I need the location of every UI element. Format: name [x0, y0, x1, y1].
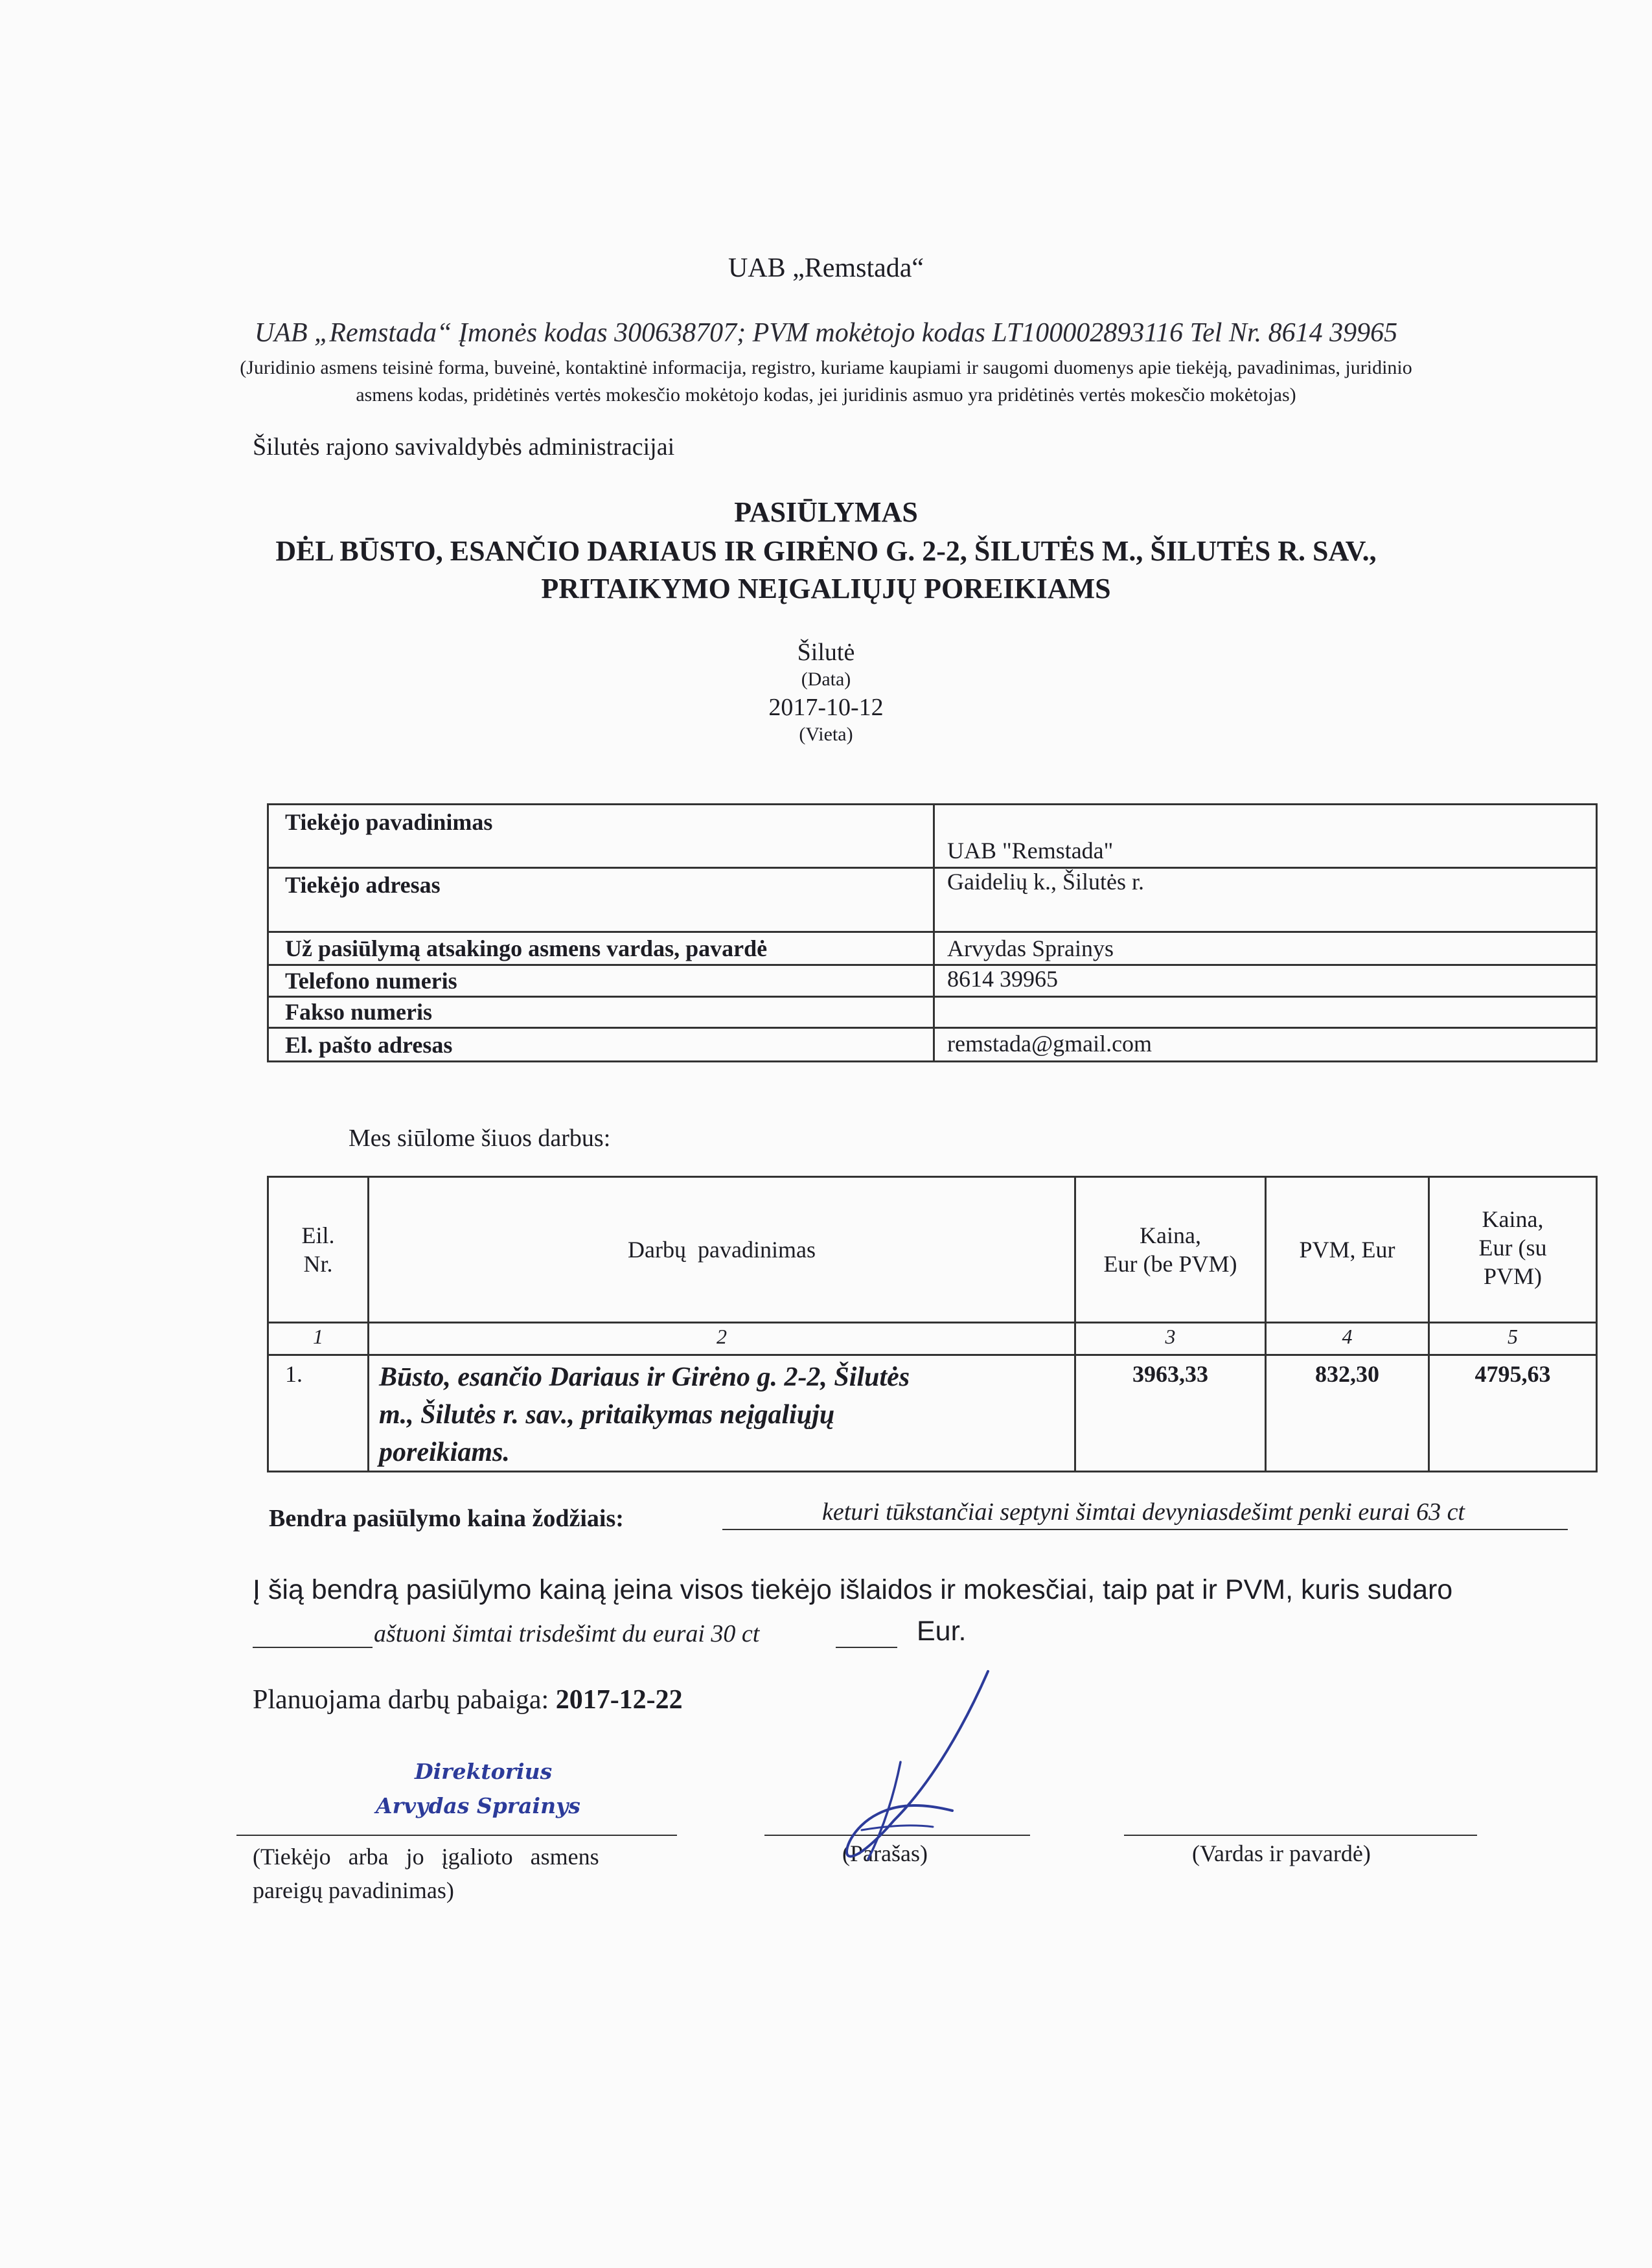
phone-value: 8614 39965	[947, 966, 1058, 992]
header-caption-line-1: (Juridinio asmens teisinė forma, buveinė, kontaktinė informacija, registro, kuriame kaupiami ir saugomi duomenys apie tiekėją, pavadinimas, juridinio	[240, 357, 1412, 378]
row-work-name-line-2: m., Šilutės r. sav., pritaikymas neįgaliųjų	[379, 1400, 835, 1430]
row-work-name	[379, 1358, 910, 1471]
works-intro: Mes siūlome šiuos darbus:	[349, 1125, 611, 1152]
col-total-header-line-3: PVM)	[1483, 1263, 1543, 1289]
row-work-name-line-3: poreikiams.	[379, 1438, 510, 1467]
title-line-3: PRITAIKYMO NEĮGALIŲJŲ POREIKIAMS	[541, 573, 1111, 604]
col-nr-header-line-1: Eil.	[301, 1222, 335, 1248]
col-total-header-line-2: Eur (su	[1478, 1235, 1547, 1261]
email-label: El. pašto adresas	[285, 1032, 453, 1058]
date-caption: (Data)	[801, 669, 851, 690]
position-caption	[253, 1840, 667, 1907]
total-words-underline	[722, 1529, 1568, 1530]
col-number-2: 2	[717, 1325, 727, 1348]
name-caption: (Vardas ir pavardė)	[1192, 1840, 1371, 1866]
title-line-2: DĖL BŪSTO, ESANČIO DARIAUS IR GIRĖNO G. 2-2, ŠILUTĖS M., ŠILUTĖS R. SAV.,	[275, 535, 1377, 567]
row-vat: 832,30	[1315, 1361, 1379, 1387]
title-line-1: PASIŪLYMAS	[734, 496, 918, 528]
supplier-address-label: Tiekėjo adresas	[285, 872, 441, 898]
position-caption-line-2: pareigų pavadinimas)	[253, 1877, 454, 1903]
responsible-person-label: Už pasiūlymą atsakingo asmens vardas, pavardė	[285, 935, 768, 961]
vat-amount-words: aštuoni šimtai trisdešimt du eurai 30 ct	[374, 1620, 760, 1647]
supplier-address-value: Gaidelių k., Šilutės r.	[947, 869, 1144, 895]
row-nr: 1.	[285, 1361, 303, 1387]
stamp-name: Arvydas Sprainys	[376, 1793, 580, 1818]
company-name: UAB „Remstada“	[728, 253, 924, 283]
row-work-name-line-1: Būsto, esančio Dariaus ir Girėno g. 2-2, Šilutės	[379, 1362, 910, 1392]
col-price-header-line-1: Kaina,	[1140, 1222, 1201, 1248]
col-number-1: 1	[313, 1325, 323, 1348]
row-price: 3963,33	[1132, 1361, 1208, 1387]
recipient: Šilutės rajono savivaldybės administracijai	[253, 433, 675, 461]
company-details: UAB „Remstada“ Įmonės kodas 300638707; PVM mokėtojo kodas LT100002893116 Tel Nr. 8614 39965	[254, 318, 1398, 348]
supplier-name-label: Tiekėjo pavadinimas	[285, 809, 493, 835]
col-number-5: 5	[1508, 1325, 1518, 1348]
col-total-header	[1430, 1205, 1596, 1290]
place-caption: (Vieta)	[799, 724, 853, 745]
total-words-value: keturi tūkstančiai septyni šimtai devyniasdešimt penki eurai 63 ct	[821, 1498, 1465, 1526]
col-vat-header: PVM, Eur	[1299, 1237, 1395, 1263]
handwritten-signature-icon	[823, 1665, 1017, 1872]
row-total: 4795,63	[1474, 1361, 1551, 1387]
total-words-label: Bendra pasiūlymo kaina žodžiais:	[269, 1505, 624, 1532]
col-name-header: Darbų pavadinimas	[628, 1237, 816, 1263]
document-date: 2017-10-12	[768, 694, 884, 721]
supplier-name-value: UAB "Remstada"	[947, 838, 1114, 864]
col-number-4: 4	[1342, 1325, 1353, 1348]
completion-date-value: 2017-12-22	[555, 1685, 683, 1715]
signature-caption: (Parašas)	[842, 1840, 928, 1866]
position-signature-line	[236, 1835, 677, 1836]
vat-amount-underline-right	[836, 1647, 897, 1648]
place-city: Šilutė	[797, 639, 855, 666]
col-total-header-line-1: Kaina,	[1482, 1206, 1544, 1232]
email-value: remstada@gmail.com	[947, 1031, 1153, 1057]
col-nr-header	[269, 1221, 367, 1278]
header-caption-line-2: asmens kodas, pridėtinės vertės mokesčio mokėtojo kodas, jei juridinis asmuo yra pridėtinės vertės mokesčio mokėtojas)	[356, 384, 1296, 406]
col-price-header	[1076, 1221, 1265, 1278]
col-price-header-line-2: Eur (be PVM)	[1103, 1251, 1237, 1277]
vat-currency: Eur.	[917, 1616, 967, 1647]
responsible-person-value: Arvydas Sprainys	[947, 935, 1114, 961]
completion-date-label: Planuojama darbų pabaiga:	[253, 1685, 549, 1715]
completion-date-row	[253, 1684, 683, 1715]
name-signature-line	[1124, 1835, 1477, 1836]
position-caption-line-1: (Tiekėjo arba jo įgalioto asmens	[253, 1844, 599, 1870]
col-number-3: 3	[1165, 1325, 1176, 1348]
fax-label: Fakso numeris	[285, 999, 433, 1025]
vat-sentence: Į šią bendrą pasiūlymo kainą įeina visos tiekėjo išlaidos ir mokesčiai, taip pat ir PVM, kuris sudaro	[253, 1574, 1453, 1605]
phone-label: Telefono numeris	[285, 968, 457, 994]
stamp-position: Direktorius	[415, 1759, 553, 1784]
vat-amount-underline-left	[253, 1647, 373, 1648]
col-nr-header-line-2: Nr.	[303, 1251, 333, 1277]
